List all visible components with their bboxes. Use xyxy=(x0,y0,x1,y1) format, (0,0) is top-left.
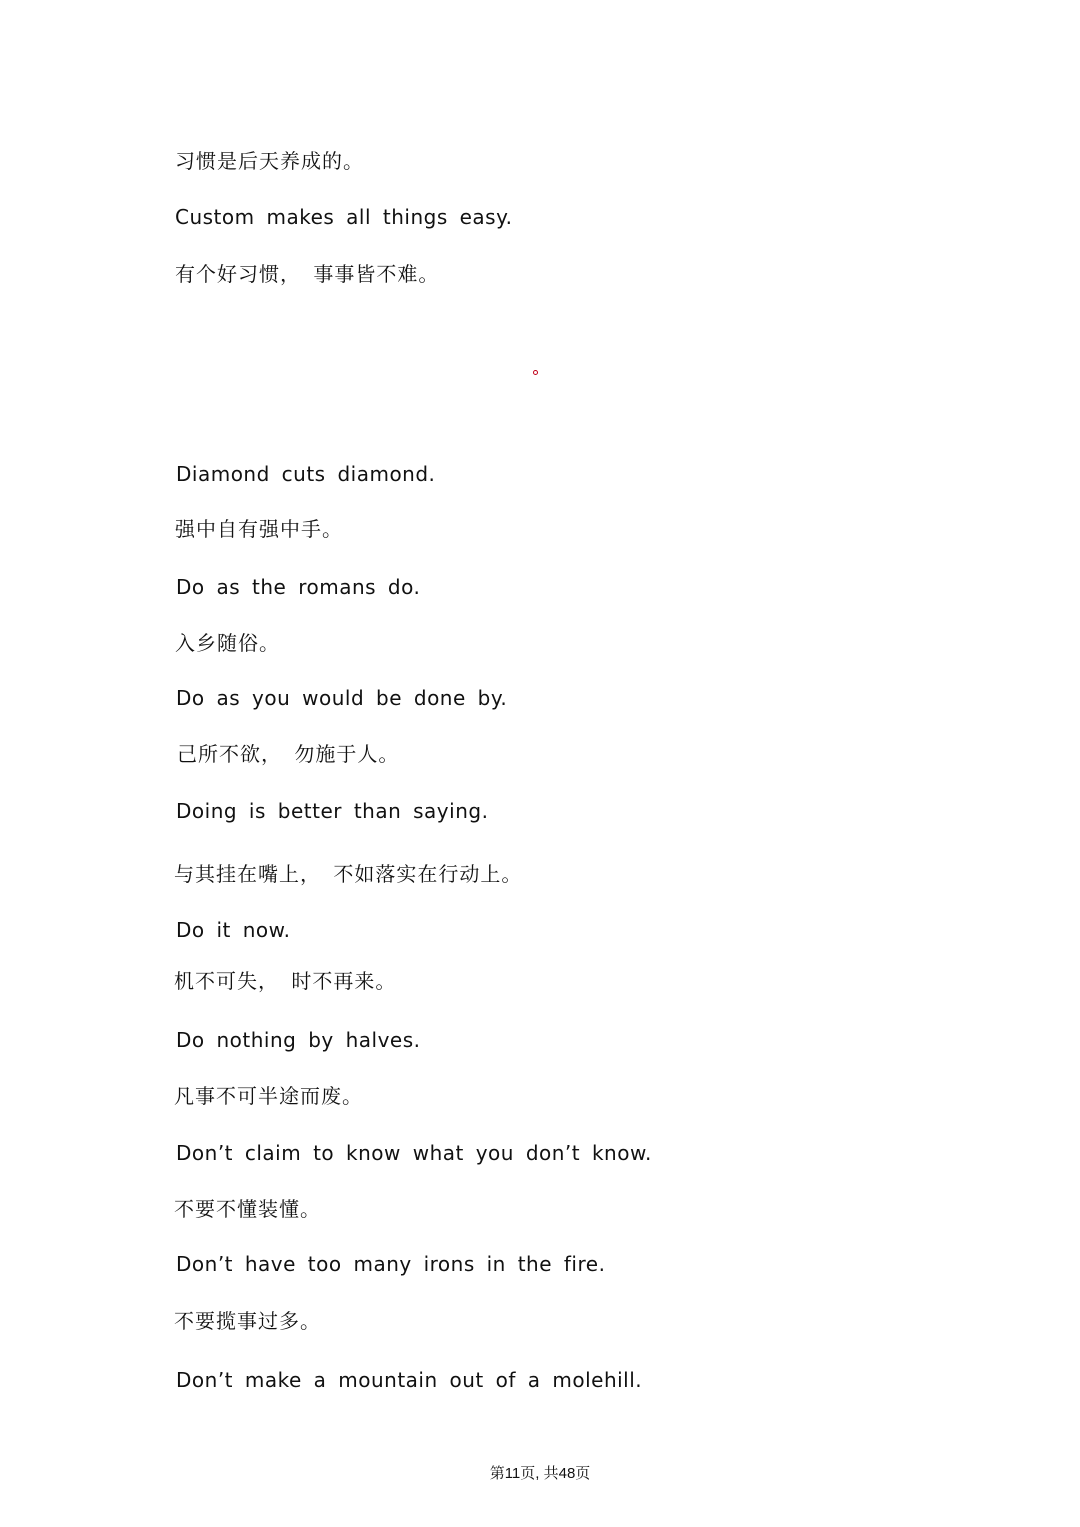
page-number: 第11页, 共48页 xyxy=(489,1465,591,1482)
text-line: 强中自有强中手。 xyxy=(175,517,343,541)
center-mark-icon xyxy=(533,370,538,375)
text-line: Do nothing by halves. xyxy=(176,1028,421,1052)
text-line: Don’t claim to know what you don’t know. xyxy=(176,1141,652,1165)
text-line: Do as the romans do. xyxy=(176,575,421,599)
text-line: Diamond cuts diamond. xyxy=(176,462,436,486)
text-line: Do as you would be done by. xyxy=(176,686,508,710)
text-line: 己所不欲， 勿施于人。 xyxy=(177,742,400,766)
text-line: 机不可失， 时不再来。 xyxy=(174,969,397,993)
text-line: 与其挂在嘴上， 不如落实在行动上。 xyxy=(174,862,523,886)
text-line: 不要揽事过多。 xyxy=(174,1309,321,1333)
text-line: Don’t make a mountain out of a molehill. xyxy=(176,1368,643,1392)
text-line: 习惯是后天养成的。 xyxy=(175,149,364,173)
text-line: Custom makes all things easy. xyxy=(175,205,513,229)
text-line: Doing is better than saying. xyxy=(176,799,489,823)
text-line: 有个好习惯， 事事皆不难。 xyxy=(175,262,440,286)
text-line: Don’t have too many irons in the fire. xyxy=(176,1252,606,1276)
text-line: 不要不懂装懂。 xyxy=(174,1197,321,1221)
text-line: 凡事不可半途而废。 xyxy=(174,1084,363,1108)
text-line: Do it now. xyxy=(176,918,291,942)
text-line: 入乡随俗。 xyxy=(175,631,280,655)
